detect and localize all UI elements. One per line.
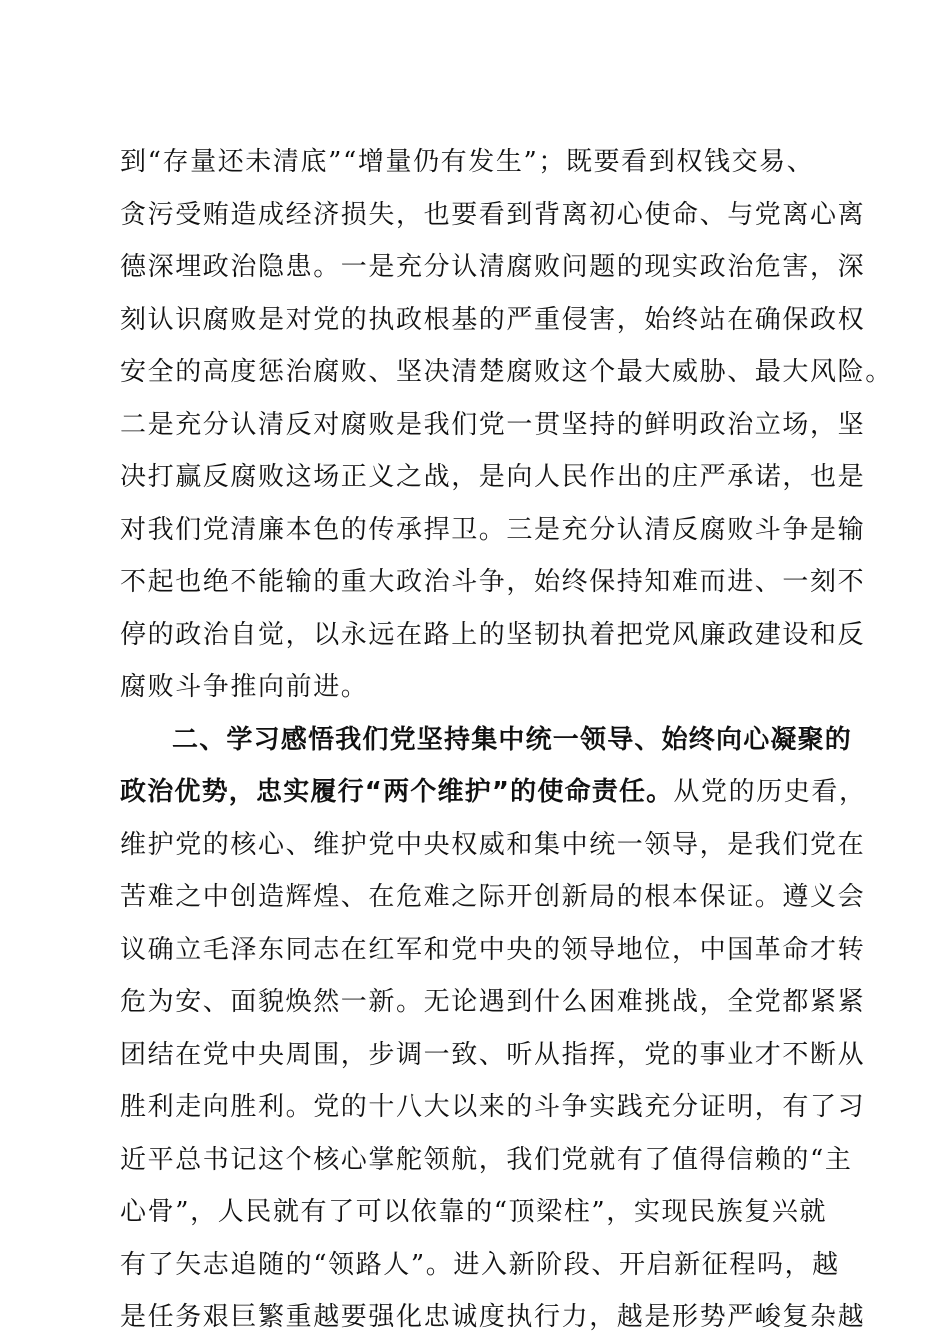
text-line: 贪污受贿造成经济损失，也要看到背离初心使命、与党离心离: [120, 199, 866, 230]
text-line: 刻认识腐败是对党的执政根基的严重侵害，始终站在确保政权: [120, 304, 866, 335]
section-heading-continued: 政治优势，忠实履行“两个维护”的使命责任。: [120, 777, 674, 807]
text-line: 胜利走向胜利。党的十八大以来的斗争实践充分证明，有了习: [120, 1092, 866, 1122]
text-line: 有了矢志追随的“领路人”。进入新阶段、开启新征程吗，越: [120, 1249, 840, 1280]
text-line: 腐败斗争推向前进。: [120, 672, 369, 702]
text-line: 心骨”，人民就有了可以依靠的“顶梁柱”，实现民族复兴就: [120, 1197, 828, 1227]
text-line-mixed: [120, 766, 867, 819]
text-line: 近平总书记这个核心掌舵领航，我们党就有了值得信赖的“主: [120, 1144, 853, 1175]
paragraph-centralized-leadership: [120, 714, 867, 1344]
text-line: 决打赢反腐败这场正义之战，是向人民作出的庄严承诺，也是: [120, 462, 866, 492]
text-line: 团结在党中央周围，步调一致、听从指挥，党的事业才不断从: [120, 1039, 866, 1070]
text-line: 不起也绝不能输的重大政治斗争，始终保持知难而进、一刻不: [120, 567, 866, 597]
text-line: 危为安、面貌焕然一新。无论遇到什么困难挑战，全党都紧紧: [120, 987, 866, 1017]
text-line: 二是充分认清反对腐败是我们党一贯坚持的鲜明政治立场，坚: [120, 409, 866, 440]
document-body: [120, 136, 893, 1344]
text-segment: 从党的历史看，: [673, 777, 867, 807]
text-line: 维护党的核心、维护党中央权威和集中统一领导，是我们党在: [120, 829, 866, 860]
text-line: 对我们党清廉本色的传承捍卫。三是充分认清反腐败斗争是输: [120, 514, 866, 545]
text-line: 德深埋政治隐患。一是充分认清腐败问题的现实政治危害，深: [120, 252, 866, 282]
text-line: 苦难之中创造辉煌、在危难之际开创新局的根本保证。遵义会: [120, 882, 866, 912]
paragraph-anti-corruption: [120, 136, 893, 714]
text-line: 到“存量还未清底”“增量仍有发生”；既要看到权钱交易、: [120, 147, 815, 177]
text-line: 议确立毛泽东同志在红军和党中央的领导地位，中国革命才转: [120, 934, 866, 965]
text-line: 停的政治自觉，以永远在路上的坚韧执着把党风廉政建设和反: [120, 619, 866, 650]
section-heading: 二、学习感悟我们党坚持集中统一领导、始终向心凝聚的: [172, 724, 853, 755]
text-line: 安全的高度惩治腐败、坚决清楚腐败这个最大威胁、最大风险。: [120, 357, 893, 387]
text-line: 是任务艰巨繁重越要强化忠诚度执行力，越是形势严峻复杂越: [120, 1302, 866, 1332]
